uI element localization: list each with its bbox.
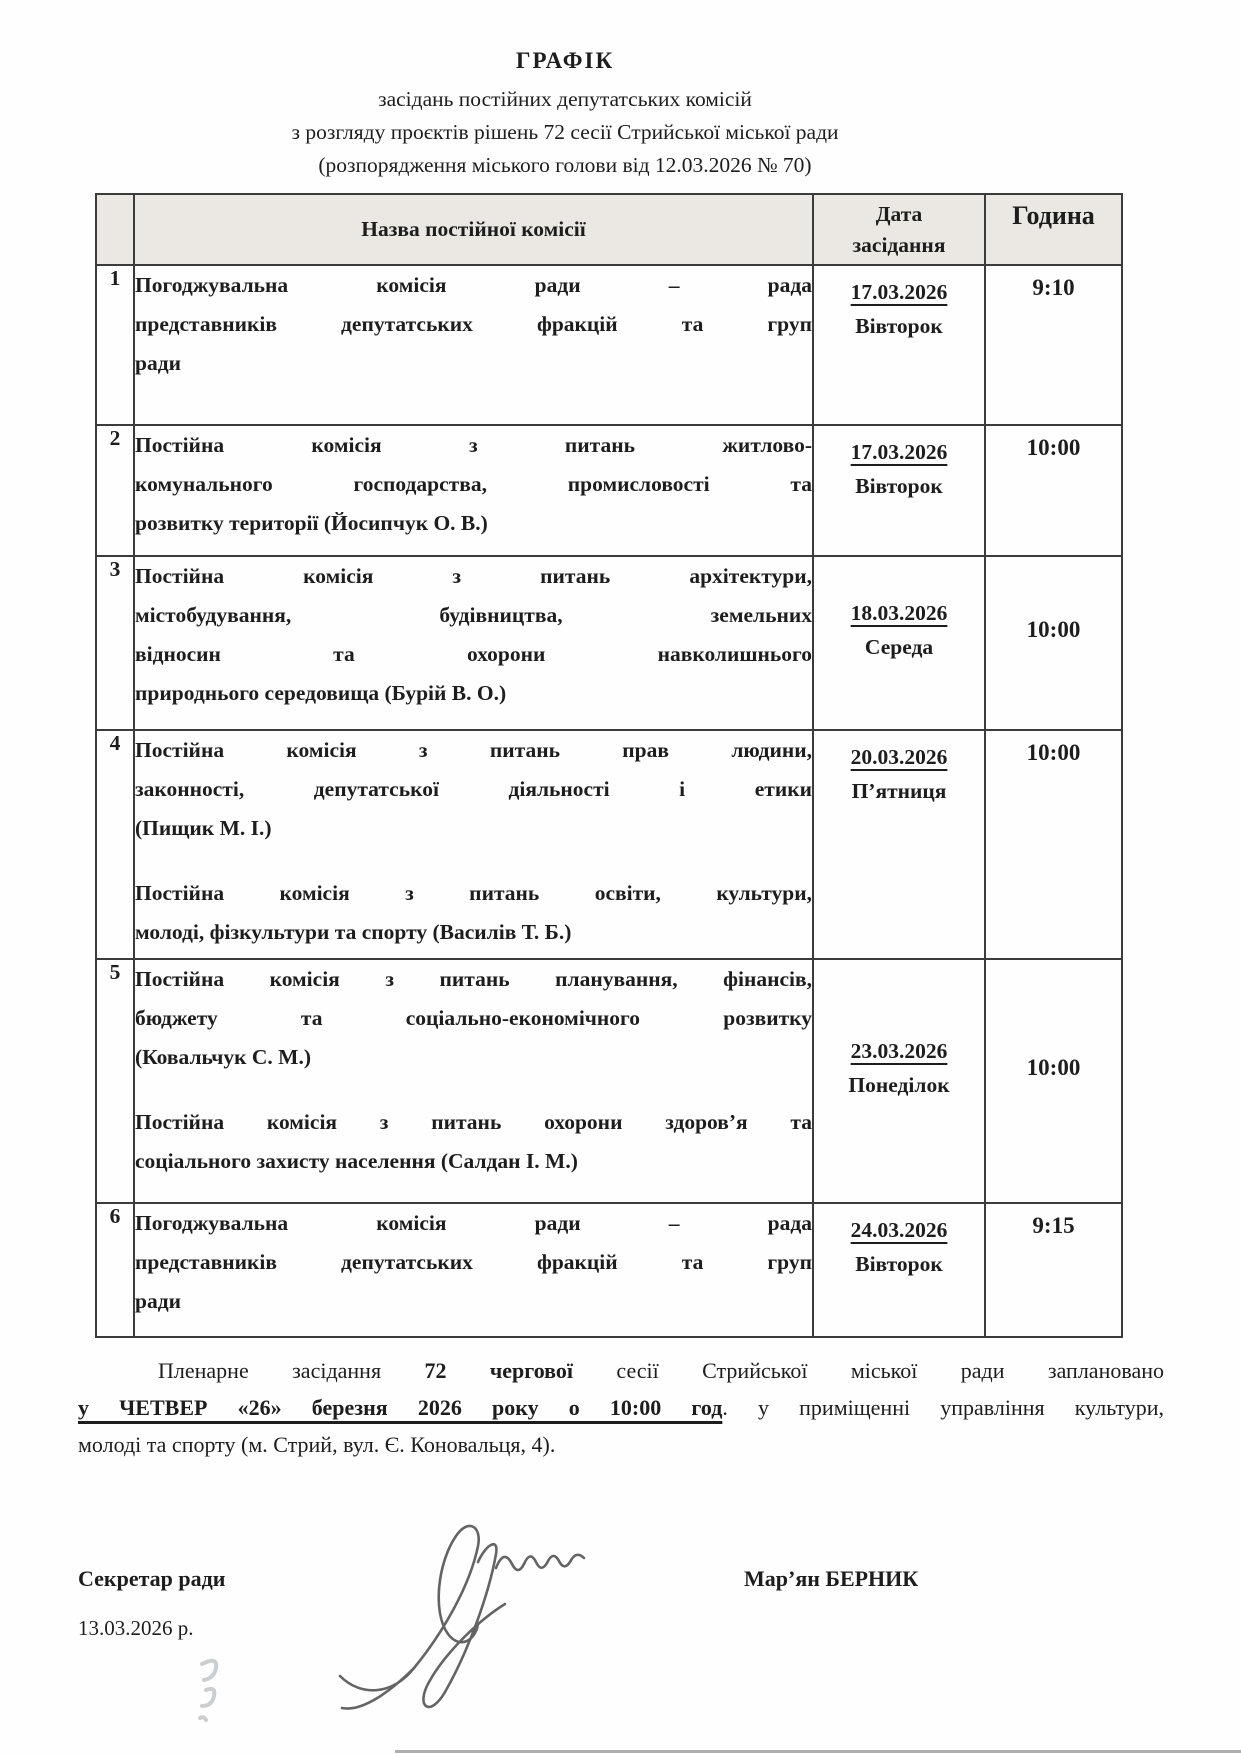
document-subtitle-2: з розгляду проєктів рішень 72 сесії Стрийської міської ради [291,120,839,144]
cell-meeting-date [813,1203,985,1337]
document-date: 13.03.2026 р. [78,1616,194,1640]
closing-line [78,1389,1164,1426]
cell-commission-name: Постійна комісія з питань планування, фінансів, бюджету та соціально-економічного розвитку (Ковальчук С. М.) Постійна комісія з питань охорони здоров’я та соціального захисту населення (Салдан І. М.) [134,959,813,1203]
document-title-block [0,44,1130,182]
meeting-date: 20.03.2026 [850,745,948,769]
meeting-date: 17.03.2026 [850,440,948,464]
document-subtitle-1: засідань постійних депутатських комісій [378,87,752,111]
meeting-weekday: Середа [864,635,934,659]
cell-row-number: 4 [96,730,134,959]
cell-meeting-time: 9:10 [985,265,1122,425]
table-row [96,730,1122,959]
closing-segment: 72 чергової [424,1358,574,1383]
cell-commission-name: Постійна комісія з питань житлово- комунального господарства, промисловості та розвитку території (Йосипчук О. В.) [134,425,813,556]
header-meeting-date [813,194,985,265]
cell-meeting-date [813,425,985,556]
meeting-weekday: Понеділок [848,1073,950,1097]
scan-edge-artifact [395,1750,1241,1753]
meeting-date: 23.03.2026 [850,1039,948,1063]
cell-meeting-time: 10:00 [985,556,1122,730]
commission-table-body [96,265,1122,1337]
closing-line [78,1352,1164,1389]
cell-meeting-time: 10:00 [985,730,1122,959]
cell-row-number: 6 [96,1203,134,1337]
cell-meeting-date [813,556,985,730]
header-number [96,194,134,265]
cell-commission-name: Погоджувальна комісія ради – рада представників депутатських фракцій та груп ради [134,1203,813,1337]
meeting-weekday: Вівторок [855,474,943,498]
cell-row-number: 2 [96,425,134,556]
header-time: Година [985,194,1122,265]
cell-row-number: 1 [96,265,134,425]
closing-segment: Пленарне засідання [158,1358,425,1383]
signature [318,1500,598,1730]
scan-smudge [180,1652,250,1732]
cell-row-number: 5 [96,959,134,1203]
meeting-weekday: Вівторок [855,1252,943,1276]
cell-meeting-time: 10:00 [985,959,1122,1203]
closing-segment: у ЧЕТВЕР «26» березня 2026 року о 10:00 год [78,1395,723,1420]
meeting-date: 18.03.2026 [850,601,948,625]
cell-commission-name: Погоджувальна комісія ради – рада представників депутатських фракцій та груп ради [134,265,813,425]
cell-meeting-date [813,265,985,425]
header-commission-name: Назва постійної комісії [134,194,813,265]
cell-commission-name: Постійна комісія з питань архітектури, містобудування, будівництва, земельних відносин та охорони навколишнього природнього середовища (Бурій В. О.) [134,556,813,730]
secretary-name: Мар’ян БЕРНИК [744,1566,919,1591]
header-date-line2: засідання [852,233,946,257]
table-header-row [96,194,1122,265]
table-row [96,1203,1122,1337]
cell-meeting-date [813,959,985,1203]
table-row [96,959,1122,1203]
closing-paragraph [78,1352,1164,1463]
cell-meeting-time: 10:00 [985,425,1122,556]
cell-commission-name: Постійна комісія з питань прав людини, законності, депутатської діяльності і етики (Пищик М. І.) Постійна комісія з питань освіти, культури, молоді, фізкультури та спорту (Василів Т. Б.) [134,730,813,959]
schedule-table [95,193,1123,1338]
secretary-role-label: Секретар ради [78,1566,226,1591]
table-row [96,425,1122,556]
document-title: ГРАФІК [515,48,615,73]
cell-meeting-date [813,730,985,959]
closing-line [78,1426,1164,1463]
closing-segment: молоді та спорту (м. Стрий, вул. Є. Коновальця, 4). [78,1432,556,1457]
document-subtitle-3: (розпорядження міського голови від 12.03.2026 № 70) [318,153,812,177]
meeting-date: 24.03.2026 [850,1218,948,1242]
cell-row-number: 3 [96,556,134,730]
meeting-date: 17.03.2026 [850,280,948,304]
cell-meeting-time: 9:15 [985,1203,1122,1337]
closing-segment: . у приміщенні управління культури, [722,1395,1164,1420]
meeting-weekday: Вівторок [855,314,943,338]
table-row [96,556,1122,730]
header-date-line1: Дата [875,202,923,226]
meeting-weekday: П’ятниця [851,779,947,803]
closing-segment: сесії Стрийської міської ради заплановано [573,1358,1164,1383]
table-row [96,265,1122,425]
